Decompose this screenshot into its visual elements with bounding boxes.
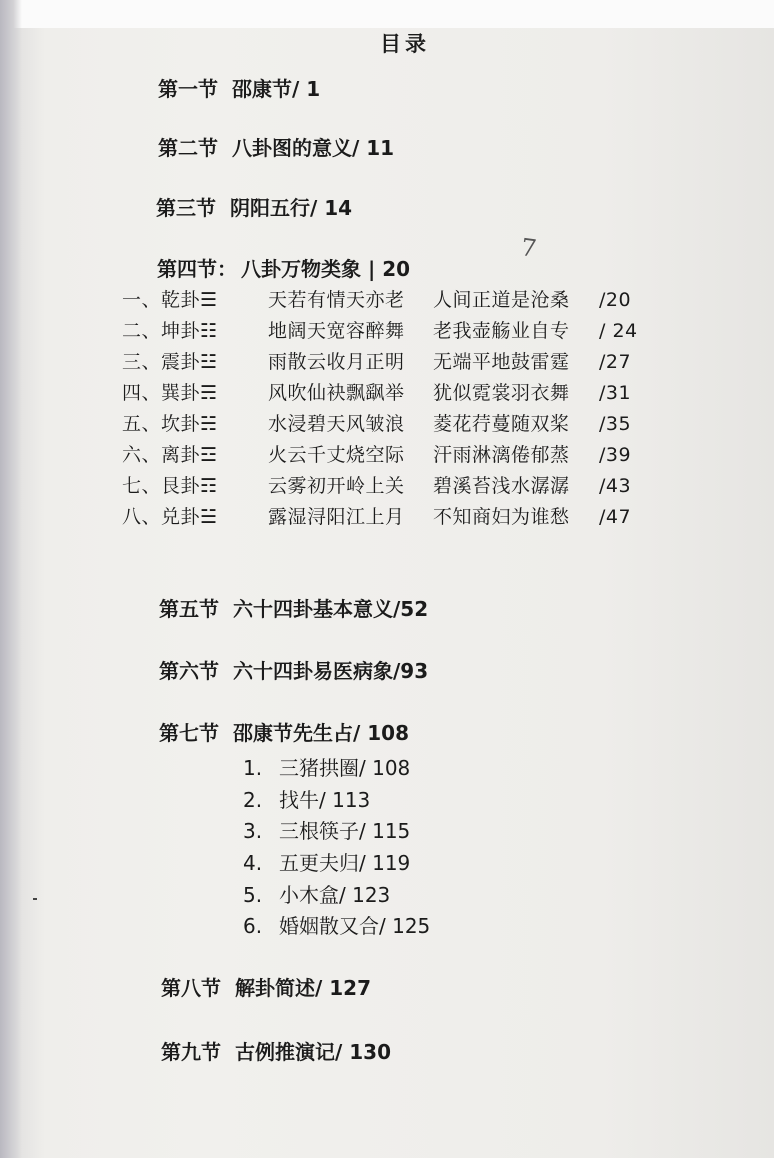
section-title: 解卦简述/ 127 xyxy=(235,976,372,1000)
section-title: 六十四卦易医病象/93 xyxy=(233,659,429,683)
section-number: 第六节 xyxy=(159,659,219,683)
page-top-margin xyxy=(0,0,774,28)
case-item: 5. 小木盒/ 123 xyxy=(243,883,391,907)
toc-section-7 xyxy=(159,717,409,746)
section-number: 第五节 xyxy=(159,597,219,621)
trigram-line: 四、巽卦☴ 风吹仙袂飘飖举 犹似霓裳羽衣舞 /31 xyxy=(122,382,632,404)
toc-section-1 xyxy=(158,73,320,102)
ink-speck xyxy=(33,898,37,900)
handwritten-mark: 7 xyxy=(519,233,539,263)
trigram-line: 二、坤卦☷ 地阔天宽容醉舞 老我壶觞业自专 / 24 xyxy=(122,320,638,342)
section-title: 邵康节/ 1 xyxy=(232,77,321,101)
toc-section-6 xyxy=(159,655,428,684)
section-number: 第二节 xyxy=(158,136,218,160)
trigram-line: 六、离卦☲ 火云千丈烧空际 汗雨淋漓倦郁蒸 /39 xyxy=(122,444,632,466)
trigram-line: 七、艮卦☶ 云雾初开岭上关 碧溪苔浅水潺潺 /43 xyxy=(122,475,632,497)
case-item: 2. 找牛/ 113 xyxy=(243,788,371,812)
page-title: 目录 xyxy=(380,32,430,56)
section-title: 六十四卦基本意义/52 xyxy=(233,597,429,621)
binding-shadow xyxy=(0,0,22,1158)
toc-section-2 xyxy=(158,132,394,161)
toc-section-8 xyxy=(161,972,371,1001)
toc-section-4 xyxy=(157,253,410,282)
trigram-line: 八、兑卦☱ 露湿浔阳江上月 不知商妇为谁愁 /47 xyxy=(122,506,632,528)
section-number: 第八节 xyxy=(161,976,221,1000)
trigram-line: 三、震卦☳ 雨散云收月正明 无端平地鼓雷霆 /27 xyxy=(122,351,632,373)
section-title: 邵康节先生占/ 108 xyxy=(233,721,410,745)
toc-section-9 xyxy=(161,1036,391,1065)
case-item: 1. 三猪拱圈/ 108 xyxy=(243,756,411,780)
toc-section-5 xyxy=(159,593,428,622)
section-title: 八卦万物类象 | 20 xyxy=(241,257,411,281)
section-number: 第一节 xyxy=(158,77,218,101)
section-number: 第九节 xyxy=(161,1040,221,1064)
toc-section-3 xyxy=(156,192,352,221)
section-title: 阴阳五行/ 14 xyxy=(230,196,353,220)
case-item: 4. 五更夫归/ 119 xyxy=(243,851,411,875)
section-number: 第三节 xyxy=(156,196,216,220)
trigram-line: 一、乾卦☰ 天若有情天亦老 人间正道是沧桑 /20 xyxy=(122,289,632,311)
trigram-line: 五、坎卦☵ 水浸碧天风皱浪 菱花荇蔓随双桨 /35 xyxy=(122,413,632,435)
case-item: 6. 婚姻散又合/ 125 xyxy=(243,914,431,938)
section-title: 古例推演记/ 130 xyxy=(235,1040,392,1064)
section-number: 第七节 xyxy=(159,721,219,745)
section-title: 八卦图的意义/ 11 xyxy=(232,136,395,160)
section-number: 第四节： xyxy=(157,257,237,281)
case-item: 3. 三根筷子/ 115 xyxy=(243,819,411,843)
